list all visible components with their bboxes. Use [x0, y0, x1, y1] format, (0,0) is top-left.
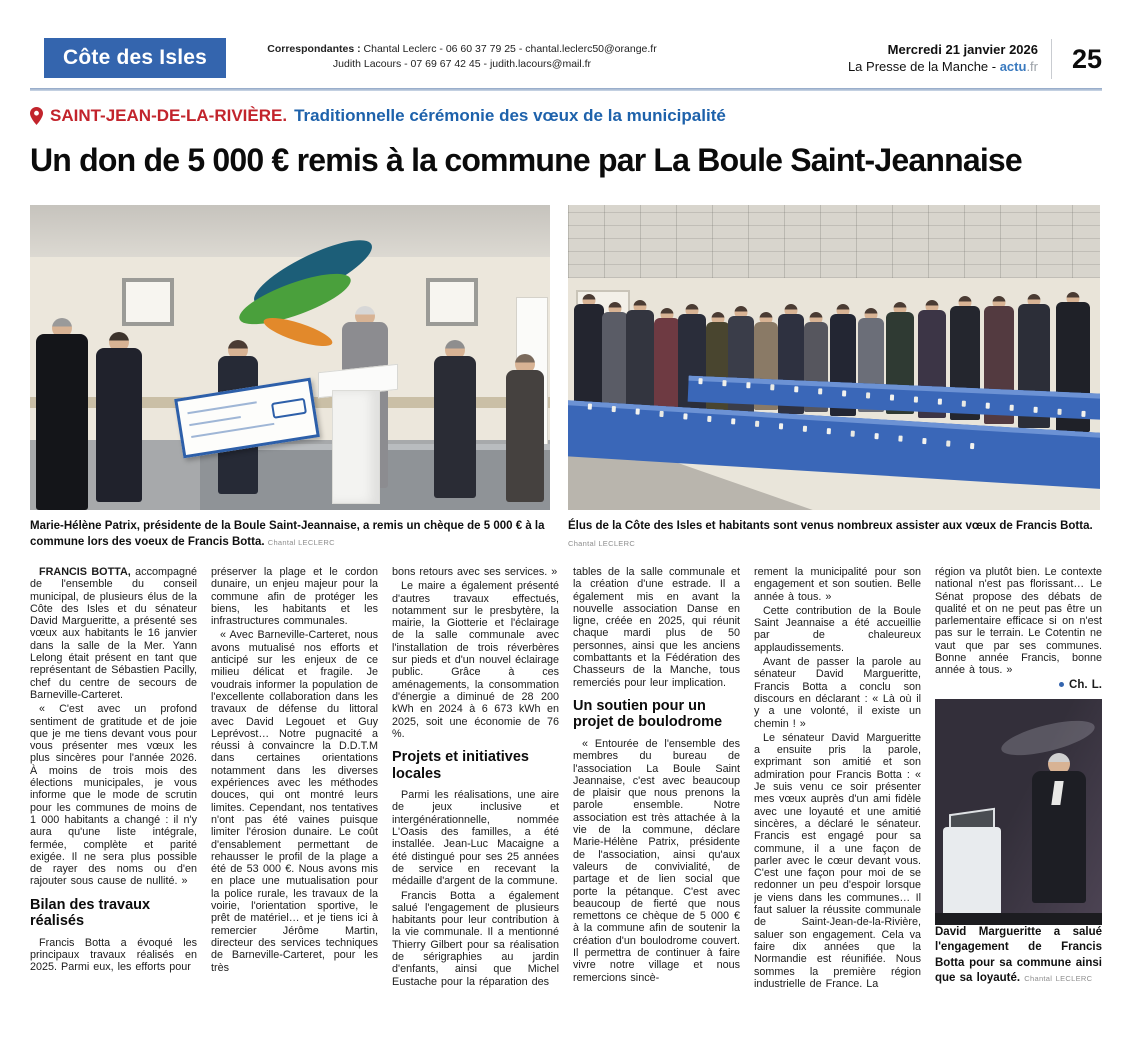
- paragraph: [392, 789, 559, 887]
- lead-name: FRANCIS BOTTA,: [39, 566, 131, 578]
- article-body: [30, 566, 1102, 1054]
- correspondent-line-1: [242, 42, 682, 57]
- page-header: [30, 34, 1102, 84]
- paragraph: [573, 738, 740, 984]
- correspondent-2: Judith Lacours - 07 69 67 42 45 - judith.lacours@mail.fr: [332, 58, 592, 70]
- photo-audience: [568, 205, 1100, 510]
- wall-light: [426, 278, 478, 326]
- paragraph: [754, 732, 921, 990]
- floor-band: [935, 913, 1102, 925]
- person-figure: [96, 332, 142, 502]
- podium: [332, 390, 380, 504]
- subhead-projets-initiatives: Projets et initiatives locales: [392, 749, 529, 782]
- paragraph: [30, 703, 197, 887]
- location-pin-icon: [30, 107, 43, 125]
- paragraph: [573, 566, 740, 689]
- paragraph: [754, 656, 921, 730]
- paragraph-text: Parmi les réalisations, une aire de jeux inclusive et intergénérationnelle, nommée L'Oasis des familles, a été installée. Jean-Luc Macaigne a été distingué pour ses 25 années de service en recevant la médaille d'argent de la commune.: [392, 789, 559, 888]
- correspondent-line-2: [242, 57, 682, 72]
- caption-text: David Margueritte a salué l'engagement de Francis Botta pour sa commune ainsi que sa loyauté.: [935, 925, 1102, 985]
- paragraph-text: accompagné de l'ensemble du conseil municipal, de plusieurs élus de la Côte des Isles et du sénateur David Margueritte, a présenté ses vœux aux habitants le 16 janvier dans la salle de la Mer. Yann Lelong était présent en tant que représentant de Sébastien Pacilly, chef du centre de secours de Barneville-Carteret.: [30, 566, 197, 701]
- photo-david-margueritte: [935, 699, 1102, 925]
- person-figure: [506, 354, 544, 502]
- paragraph-text: « Entourée de l'ensemble des membres du bureau de l'association La Boule Saint Jeannaise, c'est avec beaucoup de plaisir que nous prenons la parole ensemble. Notre association est très attachée à la vie de la commune, déclare Marie-Hélène Patrix, présidente de l'association, ainsi qu'aux valeurs de convivialité, de partage et de lien social que porte la pétanque. C'est avec beaucoup de fierté que nous remettons ce chèque de 5 000 € à la commune afin de soutenir la création d'un boulodrome couvert. Il permettra de continuer à faire vivre notre village et nous remercions sincè-: [573, 737, 740, 984]
- article-column-5: [754, 566, 921, 1054]
- glasses-row: [588, 403, 592, 409]
- byline: [935, 679, 1102, 691]
- photo-credit: Chantal LECLERC: [267, 537, 335, 547]
- edition-date: Mercredi 21 janvier 2026: [887, 42, 1038, 57]
- person-figure: [574, 294, 604, 414]
- paragraph: [392, 566, 559, 578]
- actu-fr-suffix: .fr: [1026, 59, 1038, 74]
- paper-name-line: [848, 58, 1038, 75]
- byline-bullet-icon: [1059, 682, 1064, 687]
- kicker-subtitle: Traditionnelle cérémonie des vœux de la municipalité: [294, 106, 726, 125]
- byline-initials: Ch. L.: [1069, 678, 1102, 691]
- section-title-box: [44, 38, 226, 78]
- ceiling: [568, 205, 1100, 278]
- correspondents-label: Correspondantes :: [267, 43, 361, 55]
- paper-name: La Presse de la Manche -: [847, 59, 1000, 74]
- masthead: [848, 41, 1038, 75]
- paragraph-text: bons retours avec ses services. »: [392, 566, 558, 578]
- header-divider: [30, 88, 1102, 91]
- photo-check-presentation: [30, 205, 550, 510]
- check-amount-box: [271, 398, 307, 419]
- paragraph-text: Francis Botta a également salué l'engagement de plusieurs habitants pour leur contribution à la vie communale. Il a mentionné Thierry Gilbert pour sa réalisation de sérigraphies au jardin d'enfants, ainsi que Michel Eustache pour la réparation des: [392, 889, 559, 988]
- paragraph-text: Le maire a également présenté d'autres travaux effectués, notamment sur le presbytère, la mairie, la Giotterie et l'éclairage de la salle communale avec l'installation de trois réverbères sur pieds et d'un nouvel éclairage public. Grâce à ces aménagements, la consommation d'énergie a diminué de 28 200 kWh en 2024 à 6 673 kWh en 2025, soit une économie de 76 %.: [392, 580, 559, 740]
- wall-light: [122, 278, 174, 326]
- person-figure: [626, 300, 654, 418]
- paragraph: [935, 566, 1102, 677]
- check-line: [189, 416, 241, 426]
- paragraph-text: « Avec Barneville-Carteret, nous avons mutualisé nos efforts et anticipé sur les enjeux de ce milieu délicat et fragile. Je voudrais informer la population de l'excellente collaboration dans les travaux de défense du littoral avec David Legouet et Guy Leprévost… Notre pugnacité a réussi à convaincre la D.D.T.M dans certaines orientations notamment dans les diverses expériences avec les méthodes douces, qui ont montré leurs limites. Cependant, nos tentatives n'ont pas été vaines puisque limiter l'érosion dunaire. Le coût d'ensablement permettant de rehausser le profil de la plage a été de 53 000 €. Nous avons mis en place une mutualisation pour la police rurale, les travaux de la voirie, l'orientation sportive, le prêt de matériel… et je tiens ici à remercier Jérôme Martin, directeur des services techniques de Barneville-Carteret, pour les très: [211, 629, 378, 974]
- podium: [943, 827, 1001, 915]
- subhead-bilan-travaux: Bilan des travaux réalisés: [30, 896, 151, 930]
- caption-right-photo: [568, 519, 1100, 551]
- paragraph-text: région va plutôt bien. Le contexte national n'est pas florissant… Le Sénat propose des débats de qualité et on ne peut pas être un parlementaire efficace si on n'est pas sur le terrain. Le Cotentin ne vaut que par ses communes. Bonne année Francis, bonne année à tous. »: [935, 566, 1102, 677]
- person-figure-senator: [1032, 753, 1086, 903]
- paragraph-text: rement la municipalité pour son engagement et son soutien. Belle année à tous. »: [754, 566, 921, 603]
- person-figure: [36, 318, 88, 510]
- caption-text: Marie-Hélène Patrix, présidente de la Boule Saint-Jeannaise, a remis un chèque de 5 000 € à la commune lors des voeux de Francis Botta.: [30, 520, 545, 548]
- glasses-row: [698, 378, 702, 384]
- person-figure: [654, 308, 680, 412]
- subhead-soutien-boulodrome: Un soutien pour un projet de boulodrome: [573, 697, 723, 731]
- paragraph: [754, 605, 921, 654]
- photo-credit: Chantal LECLERC: [1024, 974, 1093, 984]
- paragraph-text: Avant de passer la parole au sénateur David Margueritte, Francis Botta a conclu son discours en déclarant : « Là où il y a une volonté, il existe un chemin ! »: [754, 656, 921, 730]
- article-column-4: [573, 566, 740, 1054]
- correspondents-block: [242, 42, 682, 72]
- photo-credit: Chantal LECLERC: [568, 538, 636, 548]
- paragraph-text: préserver la plage et le cordon dunaire, un enjeu majeur pour la commune afin de protéger les biens, les habitants et les infrastructures communales.: [211, 566, 378, 628]
- paragraph: [211, 629, 378, 973]
- headline: Un don de 5 000 € remis à la commune par La Boule Saint-Jeannaise: [30, 142, 1022, 178]
- person-figure: [434, 340, 476, 498]
- paragraph: [30, 937, 197, 974]
- kicker: [30, 106, 726, 126]
- paragraph: [211, 566, 378, 627]
- section-title: Côte des Isles: [62, 46, 208, 69]
- paragraph: [392, 890, 559, 988]
- article-column-3: [392, 566, 559, 1054]
- page-number: 25: [1051, 39, 1102, 79]
- paragraph-text: Cette contribution de la Boule Saint Jeannaise a été accueillie par de chaleureux applaudissements.: [754, 604, 921, 654]
- article-column-6: [935, 566, 1102, 1054]
- paragraph: [30, 566, 197, 701]
- check-line: [191, 423, 274, 438]
- actu-brand: actu: [999, 59, 1027, 74]
- paragraph-text: Le sénateur David Margueritte a ensuite pris la parole, exprimant son amitié et son admiration pour Francis Botta : « Je suis venu ce soir présenter mes vœux auprès d'un ami fidèle avec une loyauté et une amitié sincères, a déclaré le sénateur. Francis est engagé pour sa commune, il a une façon de parler avec le cœur devant vous. C'est une façon pour moi de se redonner un peu d'espoir lorsque je viens dans les communes… Il faut saluer la réussite communale de Saint-Jean-de-la-Rivière, saluer son engagement. Cela va faire dix années que la Normandie est réunifiée. Nous sommes la première région industrielle de France. La: [754, 731, 921, 990]
- paragraph-text: « C'est avec un profond sentiment de gratitude et de joie que je me tiens devant vous pour vous présenter mes vœux les plus sincères pour l'année 2026. À moins de trois mois des élections municipales, je vous informe que le mode de scrutin pour les communes de moins de 1 000 habitants a changé : il n'y aura qu'une liste intégrale, fermée, complète et parité exigée. Il ne sera plus possible de rayer des noms ou d'en rajouter sous cause de nullité. »: [30, 703, 197, 888]
- check-line: [187, 401, 256, 414]
- paragraph: [392, 580, 559, 740]
- paragraph-text: Francis Botta a évoqué les principaux travaux réalisés en 2025. Parmi eux, les efforts pour: [30, 936, 197, 974]
- correspondent-1: Chantal Leclerc - 06 60 37 79 25 - chantal.leclerc50@orange.fr: [363, 43, 657, 55]
- kicker-location: SAINT-JEAN-DE-LA-RIVIÈRE.: [50, 106, 288, 125]
- ceiling: [30, 205, 550, 257]
- paragraph-text: tables de la salle communale et la création d'une estrade. Il a également mis en avant la nouvelle association Danse en ligne, créée en 2025, qui réunit chaque mardi plus de 50 personnes, ainsi que les anciens combattants et la Fédération des Chasseurs de la Manche, tous remerciés pour leur implication.: [573, 566, 740, 689]
- article-column-1: [30, 566, 197, 1054]
- caption-text: Élus de la Côte des Isles et habitants sont venus nombreux assister aux vœux de Francis Botta.: [568, 520, 1093, 532]
- caption-left-photo: [30, 519, 556, 550]
- paragraph: [754, 566, 921, 603]
- caption-bottom-photo: [935, 925, 1102, 987]
- person-figure: [602, 302, 628, 410]
- article-column-2: [211, 566, 378, 1054]
